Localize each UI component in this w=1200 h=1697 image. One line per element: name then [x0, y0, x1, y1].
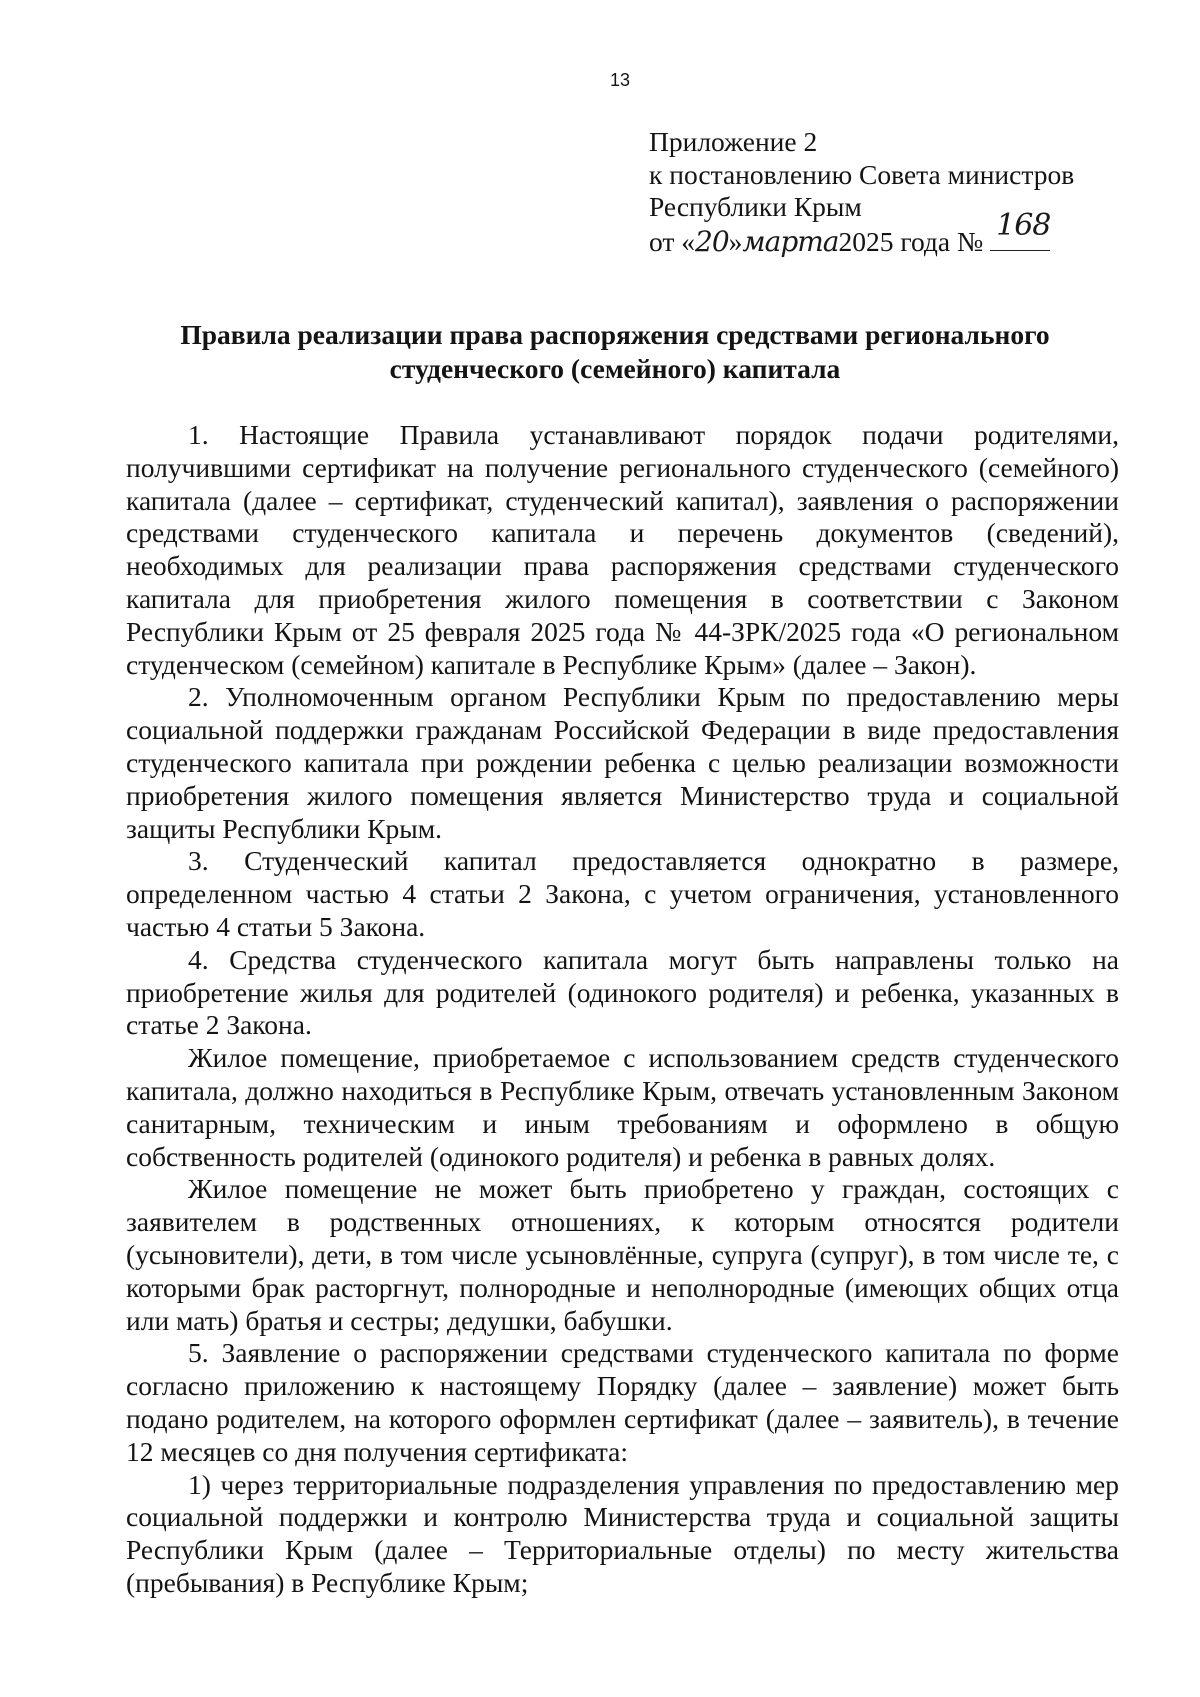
paragraph-2: 2. Уполномоченным органом Республики Крым по предоставлению меры социальной поддержки гражданам Российской Федерации в виде предоставления студенческого капитала при рождении ребенка с целью реализации возможности приобретения жилого помещения является Министерство труда и социальной защиты Республики Крым. — [126, 681, 1119, 844]
appendix-header — [649, 126, 1074, 258]
title-line-1: Правила реализации права распоряжения средствами регионального — [180, 319, 1050, 350]
paragraph-5: Жилое помещение, приобретаемое с использованием средств студенческого капитала, должно находиться в Республике Крым, отвечать установленным Законом санитарным, техническим и иным требованиям и оформлено в общую собственность родителей (одинокого родителя) и ребенка в равных долях. — [126, 1042, 1119, 1172]
handwritten-month: марта — [742, 224, 839, 258]
appendix-date-line — [649, 207, 1074, 259]
appendix-line-1: Приложение 2 — [649, 126, 818, 157]
paragraph-3: 3. Студенческий капитал предоставляется однократно в размере, определенном частью 4 статьи 2 Закона, с учетом ограничения, установленного частью 4 статьи 5 Закона. — [126, 845, 1119, 942]
document-body — [126, 419, 1119, 1600]
appendix-line-3: Республики Крым — [649, 191, 862, 222]
handwritten-number: 168 — [996, 207, 1051, 243]
paragraph-1: 1. Настоящие Правила устанавливают порядок подачи родителями, получившими сертификат на получение регионального студенческого (семейного) капитала (далее – сертификат, студенческий капитал), заявления о распоряжении средствами студенческого капитала и перечень документов (сведений), необходимых для реализации права распоряжения средствами студенческого капитала для приобретения жилого помещения в соответствии с Законом Республики Крым от 25 февраля 2025 года № 44-ЗРК/2025 года «О региональном студенческом (семейном) капитале в Республике Крым» (далее – Закон). — [126, 419, 1119, 680]
page-number: 13 — [610, 70, 631, 90]
date-year: 2025 года № — [838, 225, 984, 257]
appendix-line-2: к постановлению Совета министров — [649, 158, 1075, 190]
date-prefix: от « — [649, 225, 696, 257]
paragraph-8: 1) через территориальные подразделения управления по предоставлению мер социальной поддержки и контролю Министерства труда и социальной защиты Республики Крым (далее – Территориальные отделы) по месту жительства (пребывания) в Республике Крым; — [126, 1468, 1119, 1598]
number-blank — [990, 207, 1051, 251]
paragraph-7: 5. Заявление о распоряжении средствами студенческого капитала по форме согласно приложению к настоящему Порядку (далее – заявление) может быть подано родителем, на которого оформлен сертификат (далее – заявитель), в течение 12 месяцев со дня получения сертификата: — [126, 1337, 1119, 1467]
handwritten-day: 20 — [695, 224, 729, 258]
document-title — [100, 318, 1130, 386]
paragraph-6: Жилое помещение не может быть приобретено у граждан, состоящих с заявителем в родственных отношениях, к которым относятся родители (усыновители), дети, в том числе усыновлённые, супруга (супруг), в том числе те, с которыми брак расторгнут, полнородные и неполнородные (имеющих общих отца или мать) братья и сестры; дедушки, бабушки. — [126, 1173, 1119, 1336]
title-line-2: студенческого (семейного) капитала — [389, 353, 841, 384]
paragraph-4: 4. Средства студенческого капитала могут быть направлены только на приобретение жилья для родителей (одинокого родителя) и ребенка, указанных в статье 2 Закона. — [126, 943, 1119, 1041]
date-mid: » — [728, 225, 743, 257]
